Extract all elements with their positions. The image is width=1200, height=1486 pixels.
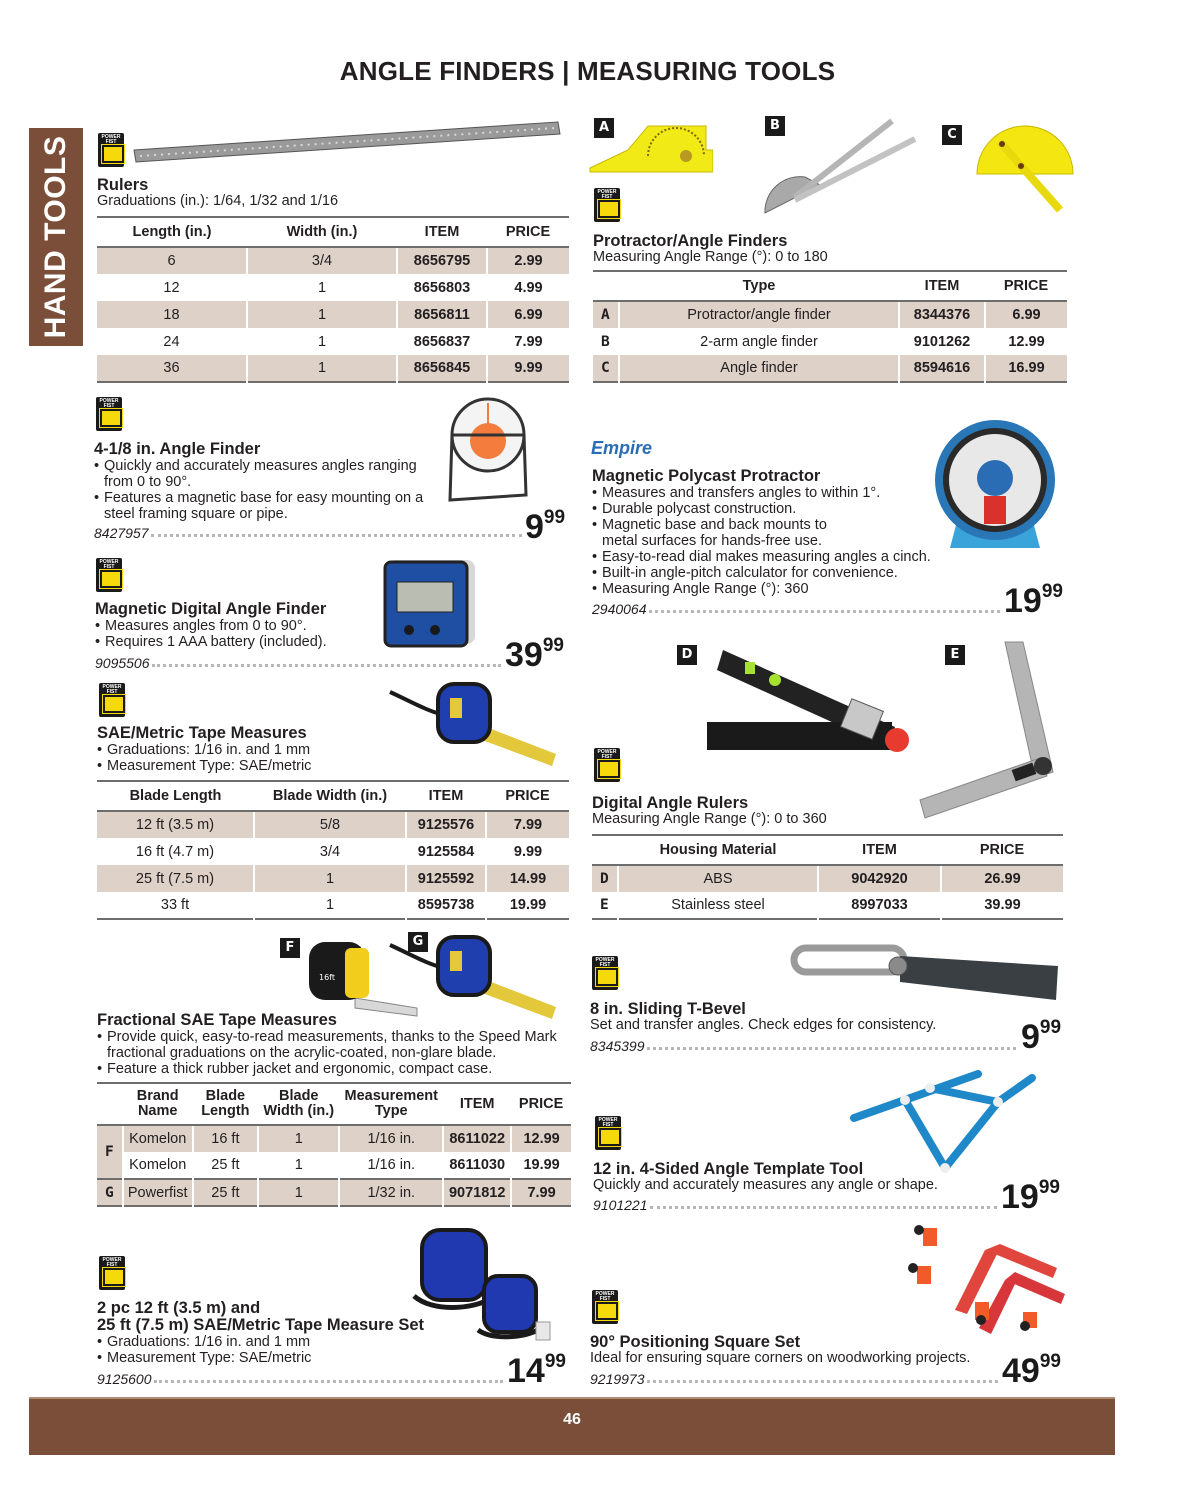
- table-row: C Angle finder 8594616 16.99: [593, 355, 1067, 382]
- feature-bullet: • Measurement Type: SAE/metric: [97, 1350, 417, 1366]
- sku-leader: [592, 597, 1004, 617]
- sku-number: 9095506: [95, 655, 150, 671]
- table-row: 33 ft 1 8595738 19.99: [97, 892, 569, 919]
- sku-leader: [95, 651, 505, 671]
- col-header: [592, 835, 618, 865]
- tape-set-image: [412, 1226, 562, 1344]
- positioning-square-image: [905, 1222, 1065, 1334]
- table-row: E Stainless steel 8997033 39.99: [592, 892, 1063, 919]
- fractional-tapes-table: [97, 1082, 571, 1207]
- price: 3999: [505, 635, 564, 674]
- table-row: 12 ft (3.5 m) 5/8 9125576 7.99: [97, 811, 569, 838]
- feature-bullet: • Requires 1 AAA battery (included).: [95, 634, 415, 650]
- col-header: PRICE: [985, 271, 1067, 301]
- product-title: SAE/Metric Tape Measures: [97, 724, 307, 742]
- powerfist-logo-icon: [96, 558, 122, 592]
- variant-badge-d: D: [677, 645, 697, 665]
- product-subtitle: Measuring Angle Range (°): 0 to 360: [592, 811, 827, 827]
- price: 999: [1021, 1017, 1062, 1056]
- product-title: Fractional SAE Tape Measures: [97, 1011, 337, 1029]
- feature-bullet: • Measurement Type: SAE/metric: [97, 758, 417, 774]
- digital-angle-ruler-e-image: [915, 640, 1065, 825]
- feature-list: [592, 485, 952, 597]
- protractor-b-image: [760, 115, 920, 220]
- powerfist-logo-icon: [592, 956, 618, 990]
- price: 1499: [507, 1351, 566, 1390]
- variant-badge-c: C: [942, 125, 962, 145]
- protractor-finders-table: [593, 270, 1067, 383]
- sku-leader: [593, 1193, 1001, 1213]
- digital-angle-rulers-table: [592, 834, 1063, 920]
- feature-list: [97, 742, 417, 774]
- feature-bullet: • Feature a thick rubber jacket and ergonomic, compact case.: [97, 1061, 567, 1077]
- powerfist-logo-icon: [592, 1290, 618, 1324]
- col-header: ITEM: [406, 781, 486, 811]
- feature-bullet: • Quickly and accurately measures angles ranging from 0 to 90°.: [94, 458, 434, 490]
- product-subtitle: Quickly and accurately measures any angle or shape.: [593, 1177, 938, 1193]
- variant-badge-e: E: [945, 645, 965, 665]
- feature-list: [97, 1334, 417, 1366]
- price: 999: [525, 507, 566, 546]
- col-header: Housing Material: [618, 835, 818, 865]
- table-row: G Powerfist 25 ft 1 1/32 in. 9071812 7.99: [97, 1179, 571, 1206]
- product-title: Magnetic Digital Angle Finder: [95, 600, 327, 618]
- product-title: Magnetic Polycast Protractor: [592, 467, 821, 485]
- product-title: Digital Angle Rulers: [592, 794, 749, 812]
- sku-leader: [590, 1367, 1002, 1387]
- col-header: PRICE: [486, 781, 569, 811]
- page-title: ANGLE FINDERS | MEASURING TOOLS: [339, 56, 836, 86]
- feature-bullet: • Built-in angle-pitch calculator for convenience.: [592, 565, 952, 581]
- feature-bullet: • Magnetic base and back mounts to metal surfaces for hands-free use.: [592, 517, 842, 549]
- table-row: 18 1 8656811 6.99: [97, 301, 569, 328]
- feature-bullet: • Measuring Angle Range (°): 360: [592, 581, 952, 597]
- feature-bullet: • Measures angles from 0 to 90°.: [95, 618, 415, 634]
- product-subtitle: Set and transfer angles. Check edges for consistency.: [590, 1017, 937, 1033]
- table-row: F Komelon 16 ft 1 1/16 in. 8611022 12.99: [97, 1125, 571, 1152]
- powerfist-logo-icon: [595, 1116, 621, 1150]
- table-row: A Protractor/angle finder 8344376 6.99: [593, 301, 1067, 328]
- ruler-image: [130, 118, 565, 168]
- variant-badge-b: B: [765, 116, 785, 136]
- rulers-table: [97, 216, 569, 383]
- sku-number: 9219973: [590, 1371, 645, 1387]
- col-header: Width (in.): [247, 217, 397, 247]
- variant-badge-g: G: [408, 932, 428, 952]
- col-header: Blade Width (in.): [258, 1083, 339, 1125]
- section-tab-hand-tools: [29, 128, 83, 346]
- product-title: Rulers: [97, 176, 149, 194]
- feature-list: [95, 618, 415, 650]
- price: 1999: [1001, 1177, 1060, 1216]
- col-header: Type: [619, 271, 899, 301]
- feature-bullet: • Measures and transfers angles to within 1°.: [592, 485, 952, 501]
- page-footer: [29, 1397, 1115, 1455]
- product-subtitle: Measuring Angle Range (°): 0 to 180: [593, 249, 828, 265]
- table-row: 36 1 8656845 9.99: [97, 355, 569, 382]
- variant-badge-a: A: [594, 118, 614, 138]
- col-header: Length (in.): [97, 217, 247, 247]
- sku-number: 9101221: [593, 1197, 648, 1213]
- powerfist-logo-icon: [96, 397, 122, 431]
- feature-bullet: • Easy-to-read dial makes measuring angles a cinch.: [592, 549, 952, 565]
- feature-bullet: • Graduations: 1/16 in. and 1 mm: [97, 1334, 417, 1350]
- col-header: PRICE: [511, 1083, 571, 1125]
- section-tab-label: HAND TOOLS: [39, 135, 72, 339]
- protractor-a-image: [588, 120, 713, 175]
- sae-metric-tapes-table: [97, 780, 569, 920]
- col-header: Blade Width (in.): [254, 781, 406, 811]
- col-header: [593, 271, 619, 301]
- powerfist-tape-image: [388, 935, 560, 1027]
- feature-bullet: • Features a magnetic base for easy mounting on a steel framing square or pipe.: [94, 490, 434, 522]
- sku-number: 9125600: [97, 1371, 152, 1387]
- col-header: ITEM: [443, 1083, 511, 1125]
- product-title-line-1: 2 pc 12 ft (3.5 m) and: [97, 1299, 261, 1317]
- col-header: PRICE: [941, 835, 1063, 865]
- sku-leader: [590, 1034, 1020, 1054]
- price: 4999: [1002, 1351, 1061, 1390]
- sku-leader: [97, 1367, 507, 1387]
- feature-bullet: • Durable polycast construction.: [592, 501, 952, 517]
- angle-finder-dial-image: [448, 395, 528, 505]
- variant-badge-f: F: [280, 938, 300, 958]
- sku-number: 8427957: [94, 525, 149, 541]
- feature-list: [97, 1029, 567, 1077]
- sku-number: 8345399: [590, 1038, 645, 1054]
- col-header: ITEM: [899, 271, 985, 301]
- col-header: PRICE: [487, 217, 569, 247]
- product-title: 90° Positioning Square Set: [590, 1333, 801, 1351]
- col-header: [97, 1083, 123, 1125]
- protractor-c-image: [975, 122, 1075, 214]
- angle-template-image: [850, 1070, 1040, 1175]
- table-row: 16 ft (4.7 m) 3/4 9125584 9.99: [97, 838, 569, 865]
- powerfist-logo-icon: [98, 133, 124, 167]
- col-header: Brand Name: [123, 1083, 193, 1125]
- col-header: Measurement Type: [339, 1083, 443, 1125]
- table-row: 25 ft (7.5 m) 1 9125592 14.99: [97, 865, 569, 892]
- feature-list: [94, 458, 434, 522]
- product-subtitle: Ideal for ensuring square corners on woodworking projects.: [590, 1350, 971, 1366]
- table-row: 12 1 8656803 4.99: [97, 274, 569, 301]
- sku-leader: [94, 521, 526, 541]
- product-title: 8 in. Sliding T-Bevel: [590, 1000, 746, 1018]
- col-header: Blade Length: [193, 1083, 259, 1125]
- powerfist-logo-icon: [594, 748, 620, 782]
- digital-angle-ruler-d-image: [705, 642, 915, 762]
- product-title: 4-1/8 in. Angle Finder: [94, 440, 261, 458]
- table-row: B 2-arm angle finder 9101262 12.99: [593, 328, 1067, 355]
- col-header: ITEM: [397, 217, 487, 247]
- powerfist-logo-icon: [594, 188, 620, 222]
- product-subtitle: Graduations (in.): 1/64, 1/32 and 1/16: [97, 193, 339, 209]
- product-title: 12 in. 4-Sided Angle Template Tool: [593, 1160, 864, 1178]
- page-number: 46: [563, 1411, 581, 1428]
- table-row: D ABS 9042920 26.99: [592, 865, 1063, 892]
- sku-number: 2940064: [592, 601, 647, 617]
- table-row: 24 1 8656837 7.99: [97, 328, 569, 355]
- table-row: Komelon 25 ft 1 1/16 in. 8611030 19.99: [97, 1152, 571, 1179]
- col-header: Blade Length: [97, 781, 254, 811]
- product-title: Protractor/Angle Finders: [593, 232, 788, 250]
- powerfist-logo-icon: [99, 1256, 125, 1290]
- svg-text:16ft: 16ft: [319, 973, 335, 982]
- feature-bullet: • Graduations: 1/16 in. and 1 mm: [97, 742, 417, 758]
- empire-brand-logo: Empire: [591, 438, 653, 458]
- powerfist-logo-icon: [99, 683, 125, 717]
- table-row: 6 3/4 8656795 2.99: [97, 247, 569, 274]
- product-title-line-2: 25 ft (7.5 m) SAE/Metric Tape Measure Set: [97, 1316, 425, 1334]
- feature-bullet: • Provide quick, easy-to-read measurements, thanks to the Speed Mark fractional graduations on the acrylic-coated, non-glare blade.: [97, 1029, 567, 1061]
- t-bevel-image: [790, 942, 1060, 1002]
- price: 1999: [1004, 581, 1063, 620]
- col-header: ITEM: [818, 835, 941, 865]
